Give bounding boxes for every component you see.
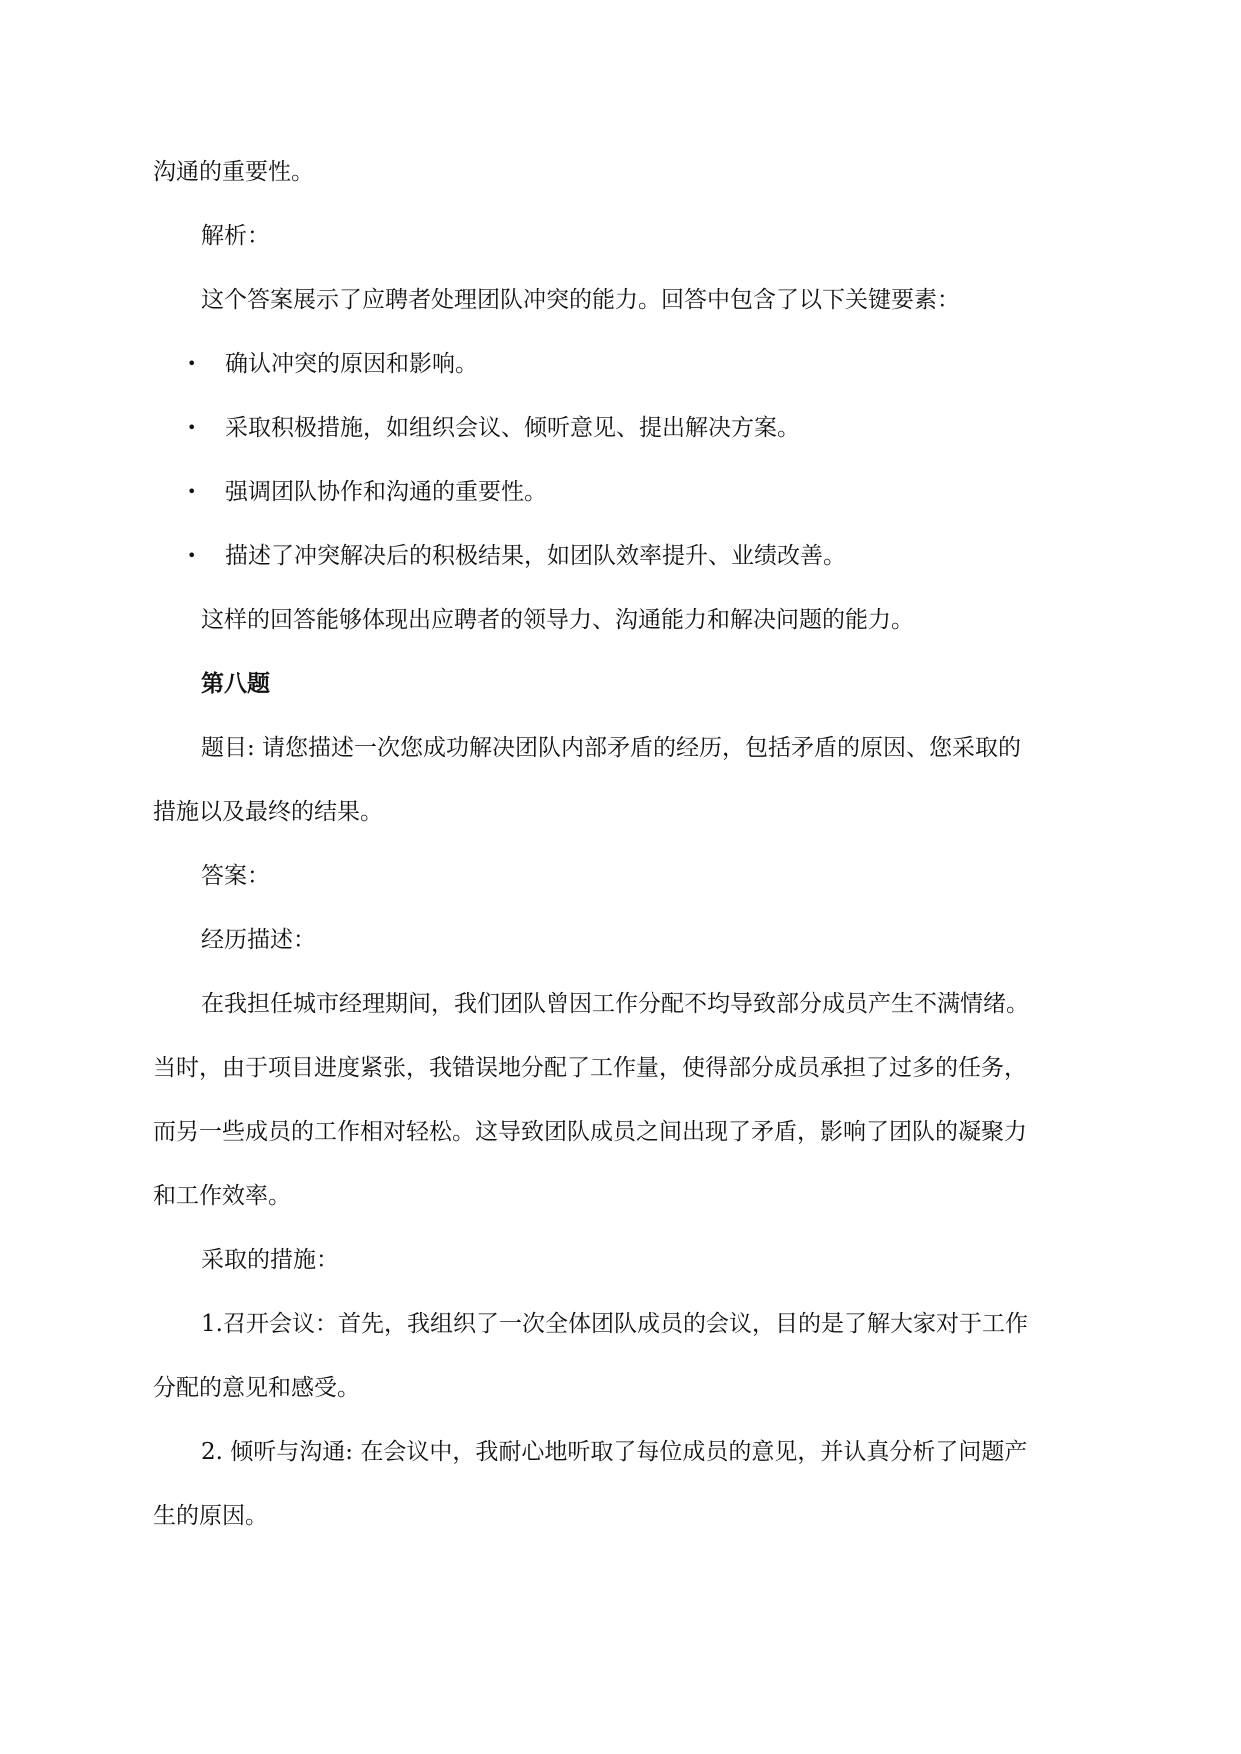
analysis-label: 解析： (201, 223, 270, 249)
experience-label: 经历描述： (201, 927, 316, 953)
bullet-icon: • (187, 482, 197, 501)
experience-text-line: 在我担任城市经理期间，我们团队曾因工作分配不均导致部分成员产生不满情绪。 (201, 991, 1029, 1017)
measure-text-line: 2. 倾听与沟通: 在会议中，我耐心地听取了每位成员的意见，并认真分析了问题产 (201, 1439, 1028, 1465)
measure-text-line: 生的原因。 (153, 1503, 268, 1529)
bullet-icon: • (187, 546, 197, 565)
list-item (153, 460, 1093, 524)
analysis-conclusion: 这样的回答能够体现出应聘者的领导力、沟通能力和解决问题的能力。 (201, 607, 914, 633)
question-text-line: 题目: 请您描述一次您成功解决团队内部矛盾的经历，包括矛盾的原因、您采取的 (201, 735, 1022, 761)
list-item-text: 采取积极措施，如组织会议、倾听意见、提出解决方案。 (225, 415, 800, 441)
list-item-text: 确认冲突的原因和影响。 (225, 351, 478, 377)
list-item-text: 强调团队协作和沟通的重要性。 (225, 479, 547, 505)
bullet-icon: • (187, 418, 197, 437)
experience-text-line: 当时，由于项目进度紧张，我错误地分配了工作量，使得部分成员承担了过多的任务， (153, 1055, 1027, 1081)
measure-text-line: 1.召开会议：首先，我组织了一次全体团队成员的会议，目的是了解大家对于工作 (201, 1311, 1028, 1337)
paragraph-continuation: 沟通的重要性。 (153, 159, 314, 185)
list-item (153, 524, 1093, 588)
question-text-line: 措施以及最终的结果。 (153, 799, 383, 825)
list-item (153, 396, 1093, 460)
analysis-intro: 这个答案展示了应聘者处理团队冲突的能力。回答中包含了以下关键要素： (201, 287, 960, 313)
list-item (153, 332, 1093, 396)
experience-text-line: 和工作效率。 (153, 1183, 291, 1209)
measure-text-line: 分配的意见和感受。 (153, 1375, 360, 1401)
measures-label: 采取的措施： (201, 1247, 339, 1273)
document-body (153, 140, 1093, 1548)
experience-text-line: 而另一些成员的工作相对轻松。这导致团队成员之间出现了矛盾，影响了团队的凝聚力 (153, 1119, 1027, 1145)
section-heading: 第八题 (201, 670, 270, 697)
bullet-icon: • (187, 354, 197, 373)
list-item-text: 描述了冲突解决后的积极结果，如团队效率提升、业绩改善。 (225, 543, 846, 569)
answer-label: 答案： (201, 863, 270, 889)
